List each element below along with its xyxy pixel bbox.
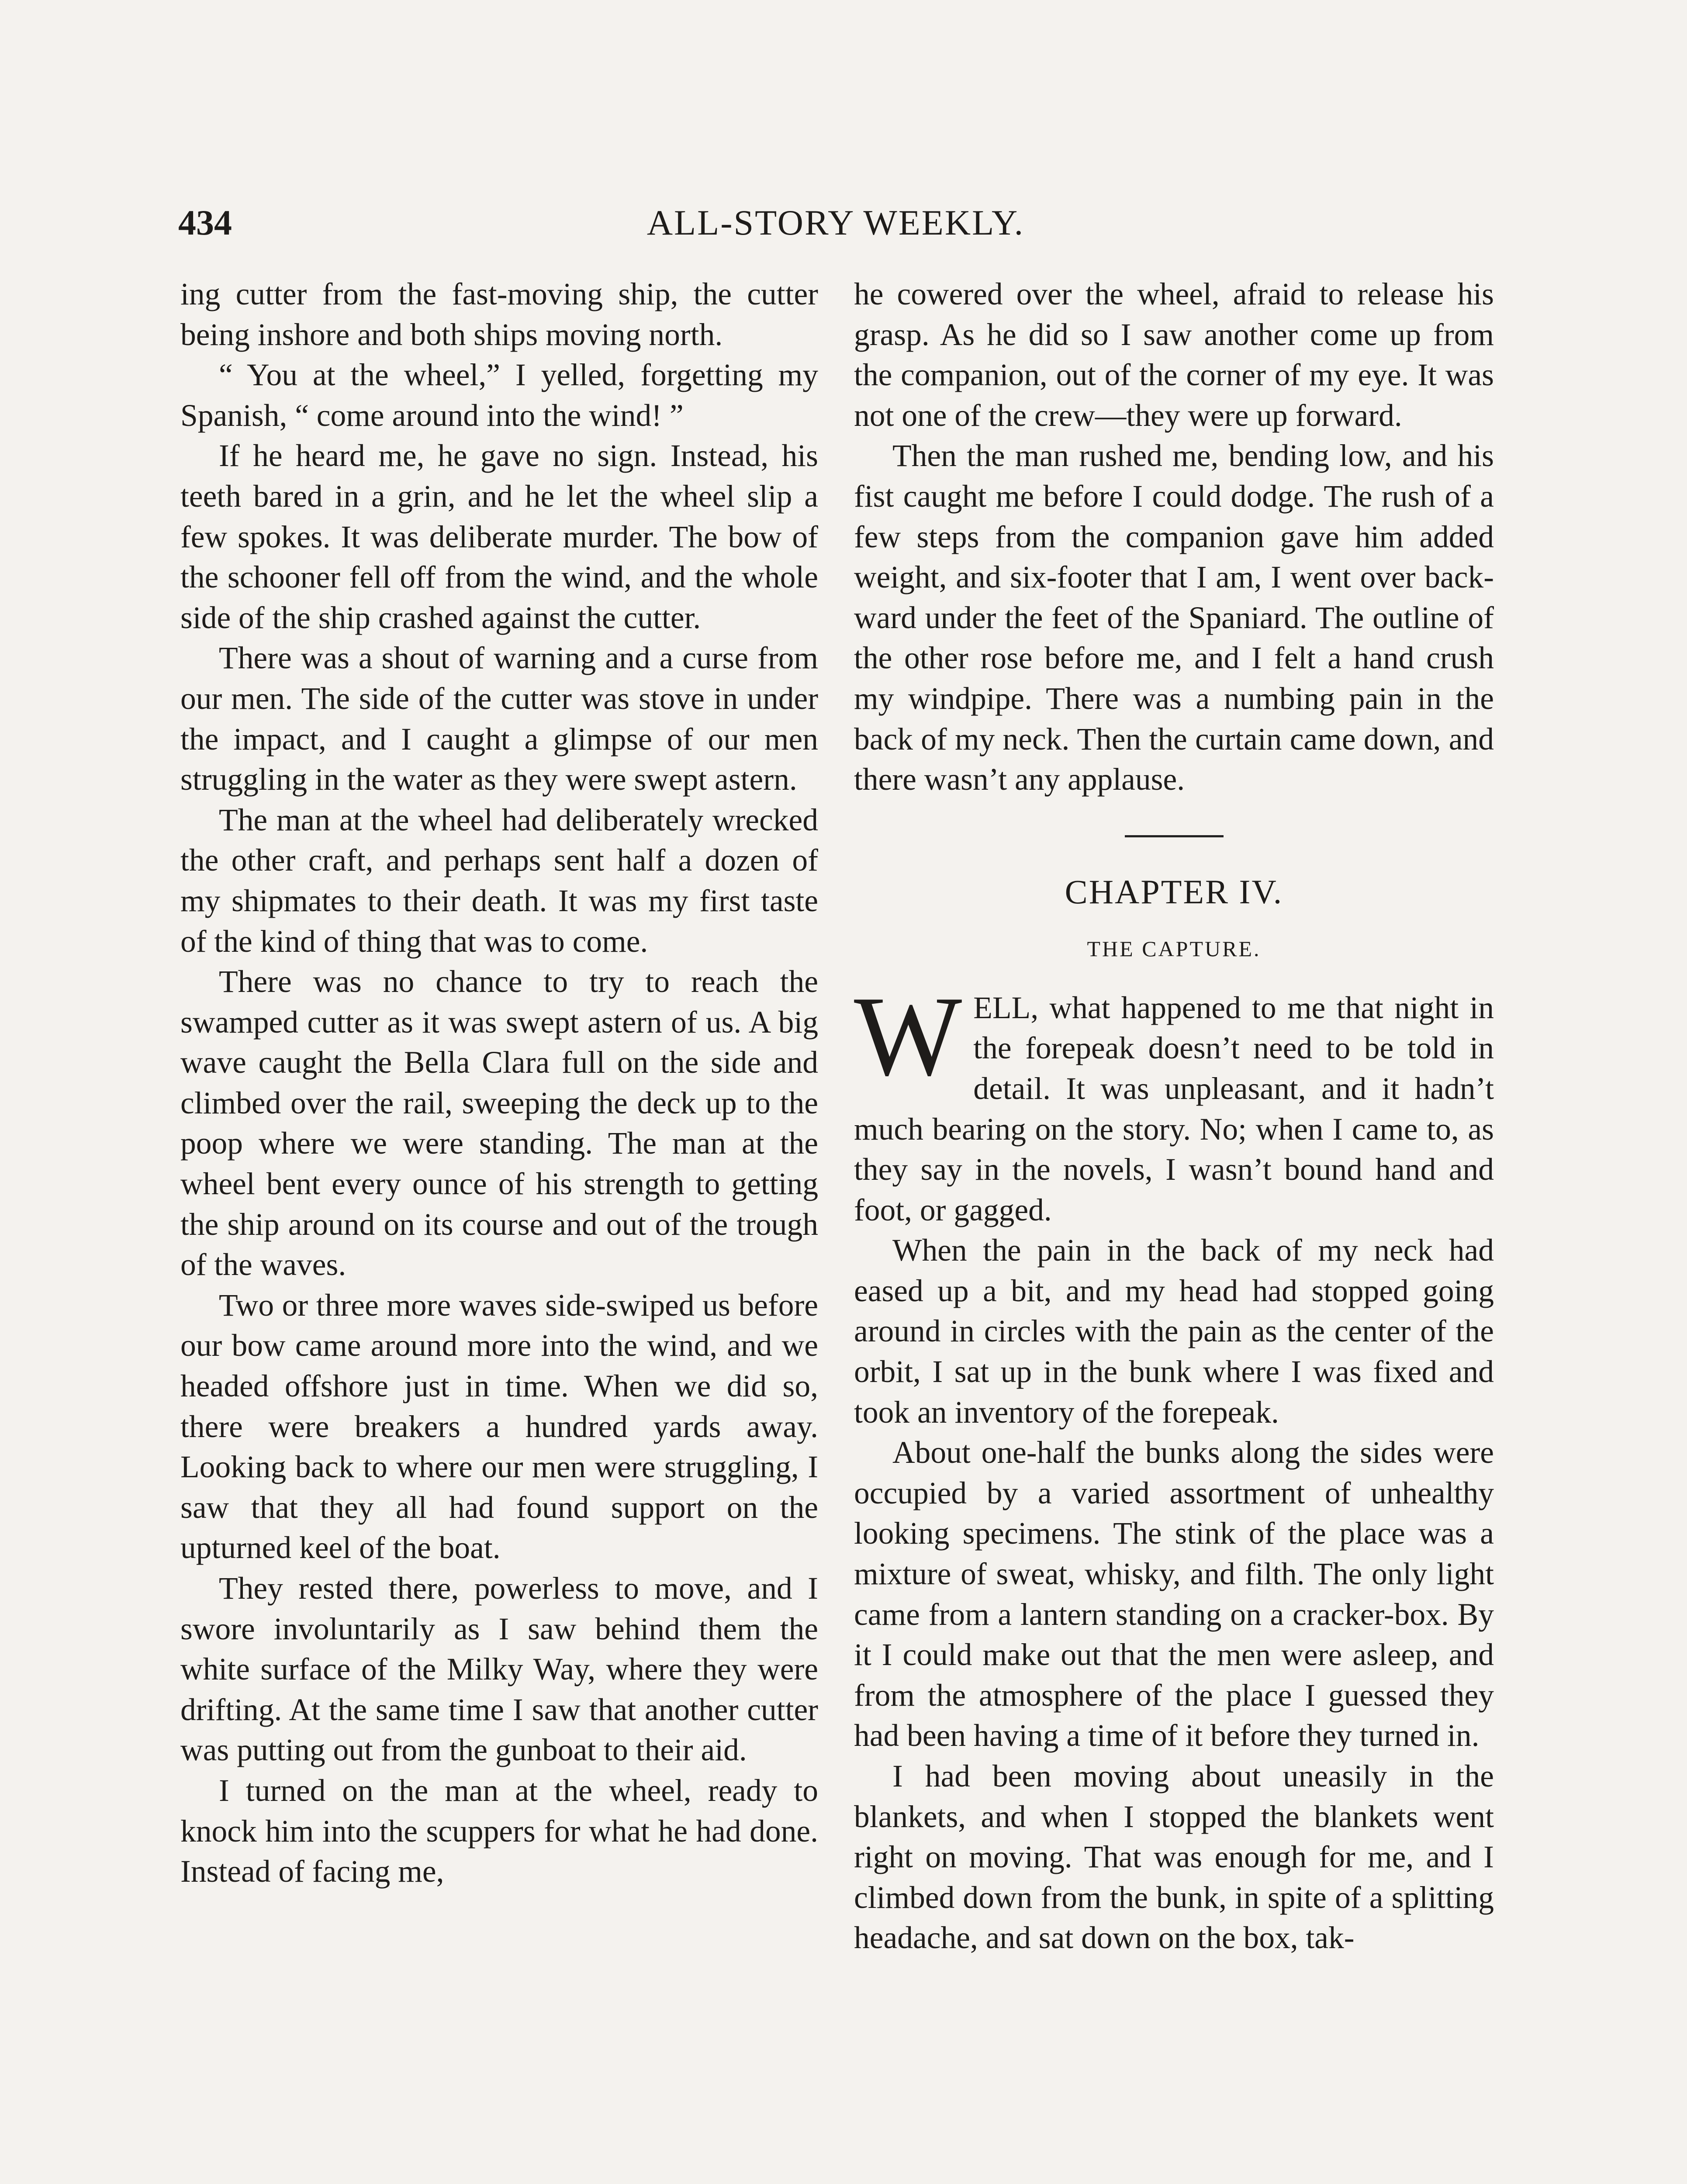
right-column <box>854 274 1494 1959</box>
paragraph: I had been moving about uneasily in the blankets, and when I stopped the blankets went right on moving. That was enough for me, and I climbed down from the bunk, in spite of a splitting headache, and sat down on the box, tak- <box>854 1759 1494 1956</box>
paragraph: ing cutter from the fast-moving ship, the cutter being inshore and both ships moving north. <box>180 277 818 352</box>
paragraph: There was a shout of warning and a curse from our men. The side of the cutter was stove in under the impact, and I caught a glimpse of our men struggling in the water as they were swept astern. <box>180 641 818 797</box>
running-title: ALL-STORY WEEKLY. <box>646 203 1025 242</box>
paragraph: Two or three more waves side-swiped us before our bow came around more into the wind, and we headed offshore just in time. When we did so, there were breakers a hundred yards away. Looking back to where our men were struggling, I saw that they all had found support on the upturned keel of the boat. <box>180 1288 818 1565</box>
paragraph: “ You at the wheel,” I yelled, forgetting my Spanish, “ come around into the wind! ” <box>180 358 818 433</box>
paragraph: About one-half the bunks along the sides were occupied by a varied assortment of unhealthy looking specimens. The stink of the place was a mixture of sweat, whisky, and filth. The only light came from a lantern standing on a cracker-box. By it I could make out that the men were asleep, and from the atmosphere of the place I guessed they had been having a time of it before they turned in. <box>854 1435 1494 1753</box>
running-head <box>178 199 1493 247</box>
chapter-heading: CHAPTER IV. <box>1065 872 1283 911</box>
section-divider <box>1125 835 1224 837</box>
page-number: 434 <box>178 203 232 242</box>
left-column <box>180 274 818 1892</box>
paragraph: When the pain in the back of my neck had eased up a bit, and my head had stopped going around in circles with the pain as the center of the orbit, I sat up in the bunk where I was fixed and took an inventory of the forepeak. <box>854 1233 1494 1430</box>
paragraph: If he heard me, he gave no sign. Instead, his teeth bared in a grin, and he let the wheel slip a few spokes. It was deliberate murder. The bow of the schooner fell off from the wind, and the whole side of the ship crashed against the cutter. <box>180 439 818 635</box>
chapter-opening-paragraph <box>854 972 1494 1231</box>
paragraph: Then the man rushed me, bending low, and his fist caught me before I could dodge. The rush of a few steps from the companion gave him added weight, and six-footer that I am, I went over backward under the feet of the Spaniard. The outline of the other rose before me, and I felt a hand crush my windpipe. There was a numbing pain in the back of my neck. Then the curtain came down, and there wasn’t any applause. <box>854 439 1494 797</box>
drop-cap: W <box>854 972 962 1099</box>
paragraph: They rested there, powerless to move, and I swore involuntarily as I saw behind them the white surface of the Milky Way, where they were drifting. At the same time I saw that another cutter was putting out from the gunboat to their aid. <box>180 1571 818 1768</box>
paragraph: he cowered over the wheel, afraid to release his grasp. As he did so I saw another come up from the companion, out of the corner of my eye. It was not one of the crew—they were up forward. <box>854 277 1494 433</box>
paragraph: There was no chance to try to reach the swamped cutter as it was swept astern of us. A big wave caught the Bella Clara full on the side and climbed over the rail, sweeping the deck up to the poop where we were standing. The man at the wheel bent every ounce of his strength to getting the ship around on its course and out of the trough of the waves. <box>180 964 818 1282</box>
opening-text: ELL, what happened to me that night in the forepeak doesn’t need to be told in detail. It was unpleasant, and it hadn’t much bearing on the story. No; when I came to, as they say in the novels, I wasn’t bound hand and foot, or gagged. <box>854 990 1494 1227</box>
paragraph: The man at the wheel had deliberately wrecked the other craft, and perhaps sent half a dozen of my shipmates to their death. It was my first taste of the kind of thing that was to come. <box>180 802 818 959</box>
paragraph: I turned on the man at the wheel, ready to knock him into the scuppers for what he had done. Instead of facing me, <box>180 1773 818 1889</box>
chapter-subtitle: THE CAPTURE. <box>1087 936 1261 961</box>
